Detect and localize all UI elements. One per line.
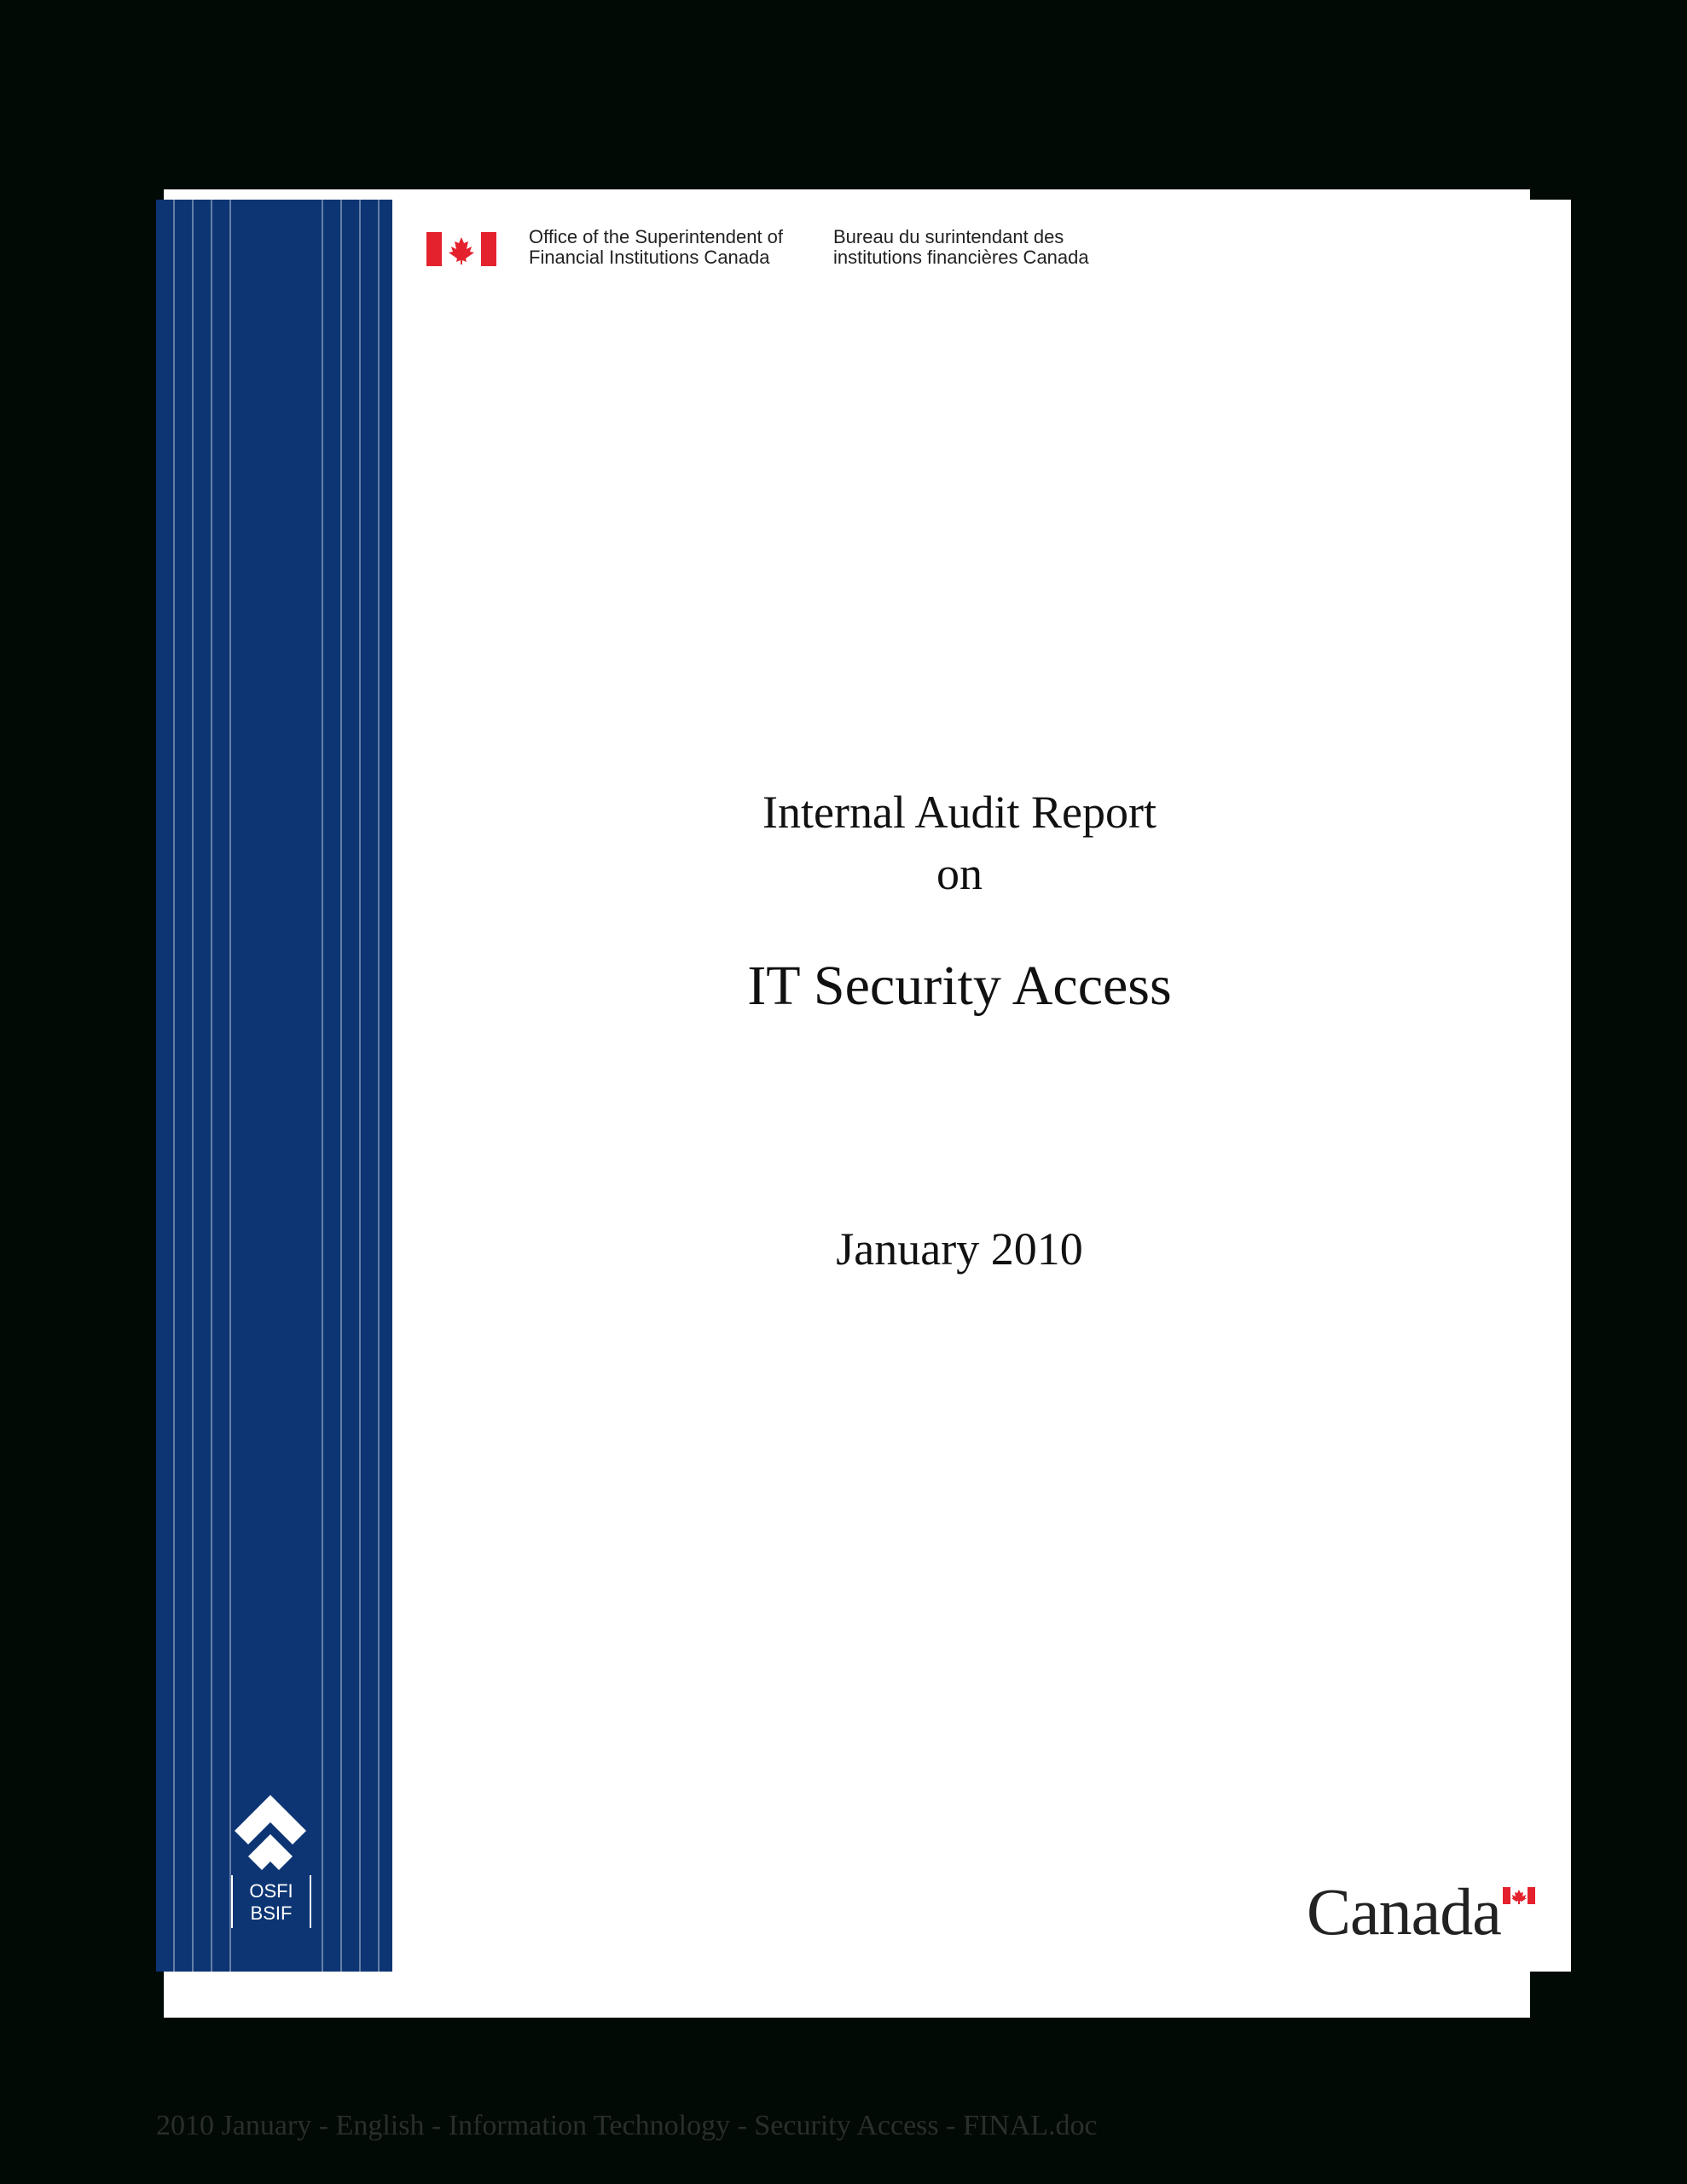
report-subject: IT Security Access xyxy=(747,955,1172,1017)
cover-side-band xyxy=(156,200,392,1972)
report-title-line2: on xyxy=(936,848,983,899)
osfi-bsif-acronym xyxy=(231,1875,311,1928)
canada-wordmark: Canada xyxy=(1307,1874,1501,1949)
organization-name-french: Bureau du surintendant des institutions financières Canada xyxy=(833,226,1089,268)
footer-filename: 2010 January - English - Information Technology - Security Access - FINAL.doc xyxy=(156,2110,1098,2141)
organization-name-english: Office of the Superintendent of Financial Institutions Canada xyxy=(529,226,784,268)
page-edge xyxy=(1530,200,1571,1972)
logo-acronym-fr: BSIF xyxy=(250,1902,293,1924)
report-date: January 2010 xyxy=(836,1223,1083,1275)
logo-acronym-en: OSFI xyxy=(249,1880,293,1902)
wordmark-flag-icon xyxy=(1503,1887,1535,1904)
canada-flag-icon xyxy=(426,232,496,266)
osfi-logo-icon xyxy=(229,1792,311,1877)
report-title-line1: Internal Audit Report xyxy=(762,787,1157,838)
